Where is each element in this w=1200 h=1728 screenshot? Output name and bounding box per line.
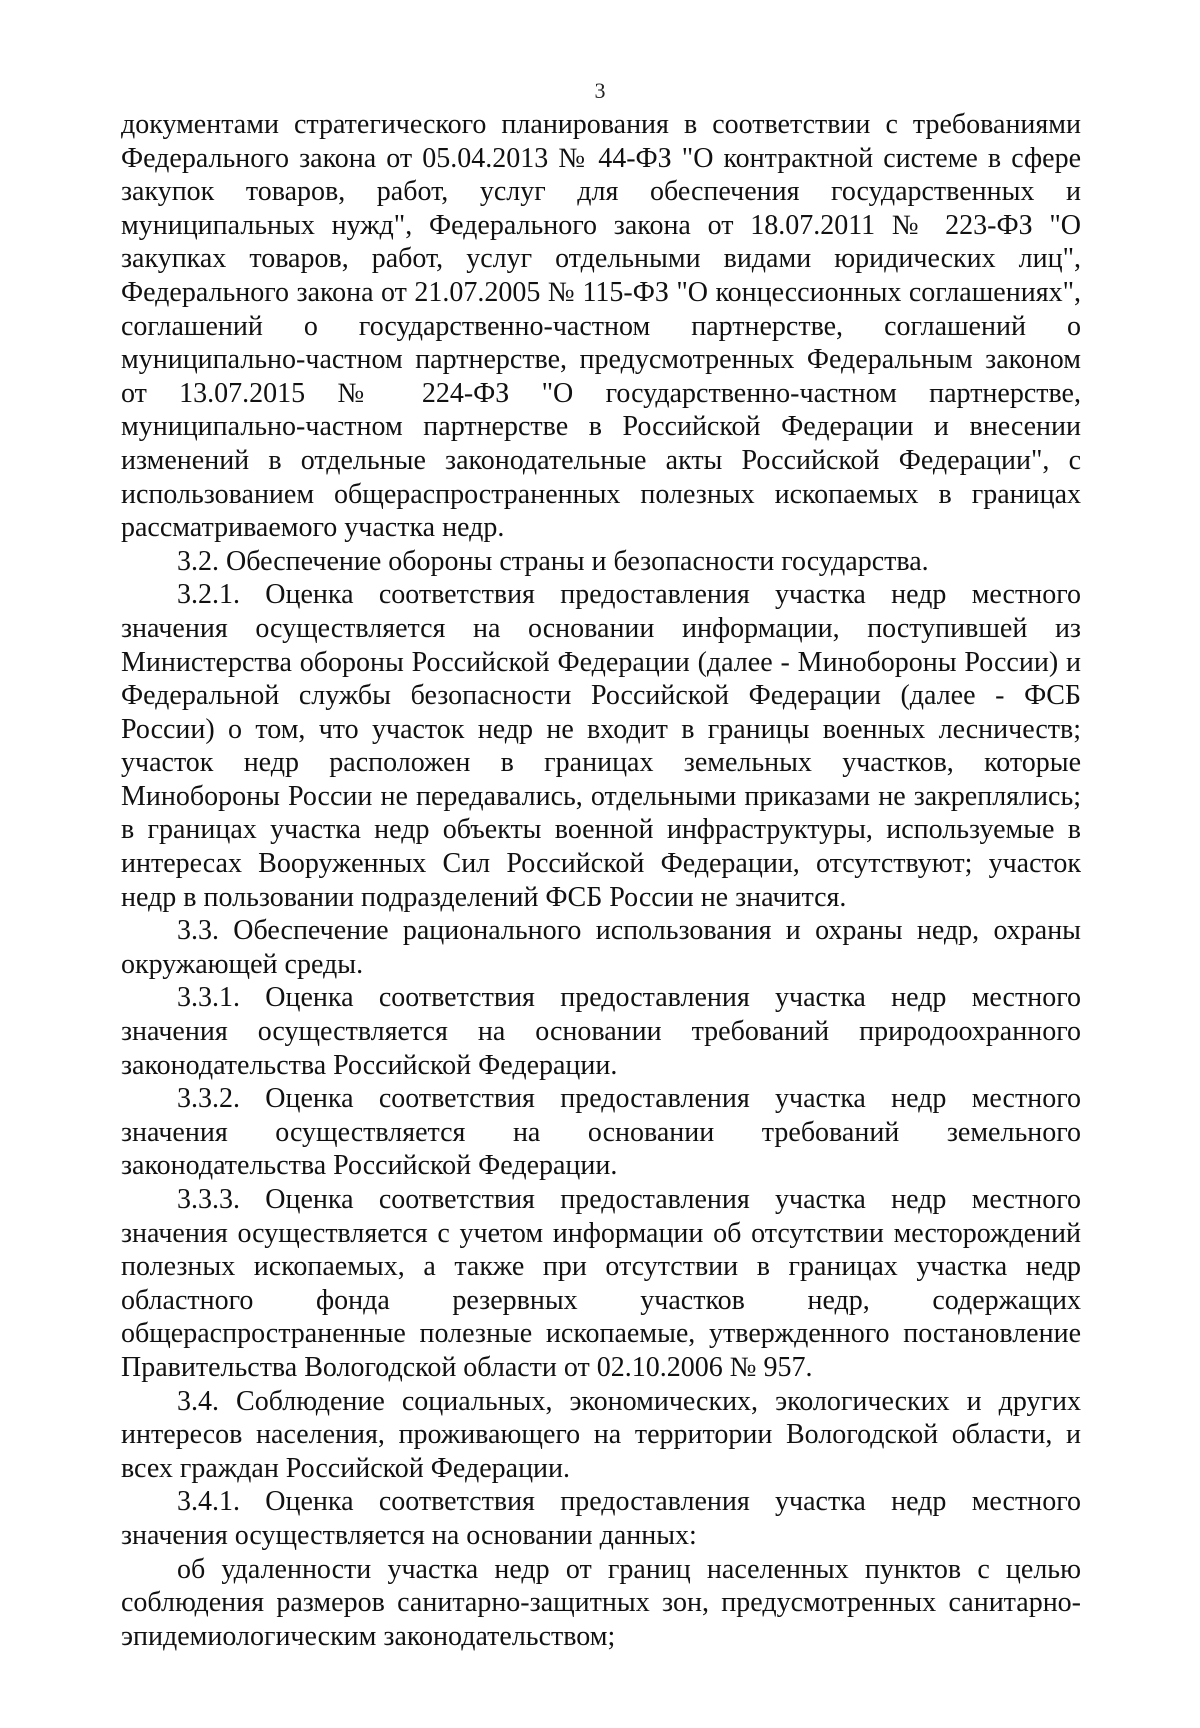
paragraph-3-3-1: 3.3.1. Оценка соответствия предоставления участка недр местного значения осуществляется на основании требований природоохранного законодательства Российской Федерации. bbox=[121, 982, 1081, 1081]
page-number: 3 bbox=[594, 78, 606, 103]
paragraph-3-3: 3.3. Обеспечение рационального использования и охраны недр, охраны окружающей среды. bbox=[121, 915, 1081, 980]
paragraph-3-2-1: 3.2.1. Оценка соответствия предоставления участка недр местного значения осуществляется на основании информации, поступившей из Министерства обороны Российской Федерации (далее - Минобороны России) и Федеральной службы безопасности Российской Федерации (далее - ФСБ России) о том, что участок недр не входит в границы военных лесничеств; участок недр расположен в границах земельных участков, которые Минобороны России не передавались, отдельными приказами не закреплялись; в границах участка недр объекты военной инфраструктуры, используемые в интересах Вооруженных Сил Российской Федерации, отсутствуют; участок недр в пользовании подразделений ФСБ России не значится. bbox=[121, 579, 1081, 913]
paragraph-3-3-2: 3.3.2. Оценка соответствия предоставления участка недр местного значения осуществляется на основании требований земельного законодательства Российской Федерации. bbox=[121, 1083, 1081, 1182]
paragraph-3-2: 3.2. Обеспечение обороны страны и безопасности государства. bbox=[177, 545, 929, 577]
document-body bbox=[121, 108, 1081, 1653]
paragraph-3-4-1: 3.4.1. Оценка соответствия предоставления участка недр местного значения осуществляется на основании данных: bbox=[121, 1486, 1081, 1551]
paragraph-3-3-3: 3.3.3. Оценка соответствия предоставления участка недр местного значения осуществляется с учетом информации об отсутствии месторождений полезных ископаемых, а также при отсутствии в границах участка недр областного фонда резервных участков недр, содержащих общераспространенные полезные ископаемые, утвержденного постановление Правительства Вологодской области от 02.10.2006 № 957. bbox=[121, 1184, 1081, 1383]
paragraph-3-4: 3.4. Соблюдение социальных, экономических, экологических и других интересов населения, проживающего на территории Вологодской области, и всех граждан Российской Федерации. bbox=[121, 1385, 1081, 1484]
paragraph-remoteness: об удаленности участка недр от границ населенных пунктов с целью соблюдения размеров санитарно-защитных зон, предусмотренных санитарно-эпидемиологическим законодательством; bbox=[121, 1553, 1081, 1652]
paragraph-procurement-documents: документами стратегического планирования в соответствии с требованиями Федерального закона от 05.04.2013 № 44-ФЗ "О контрактной системе в сфере закупок товаров, работ, услуг для обеспечения государственных и муниципальных нужд", Федерального закона от 18.07.2011 № 223-ФЗ "О закупках товаров, работ, услуг отдельными видами юридических лиц", Федерального закона от 21.07.2005 № 115-ФЗ "О концессионных соглашениях", соглашений о государственно-частном партнерстве, соглашений о муниципально-частном партнерстве, предусмотренных Федеральным законом от 13.07.2015 № 224-ФЗ "О государственно-частном партнерстве, муниципально-частном партнерстве в Российской Федерации и внесении изменений в отдельные законодательные акты Российской Федерации", с использованием общераспространенных полезных ископаемых в границах рассматриваемого участка недр. bbox=[121, 109, 1081, 544]
